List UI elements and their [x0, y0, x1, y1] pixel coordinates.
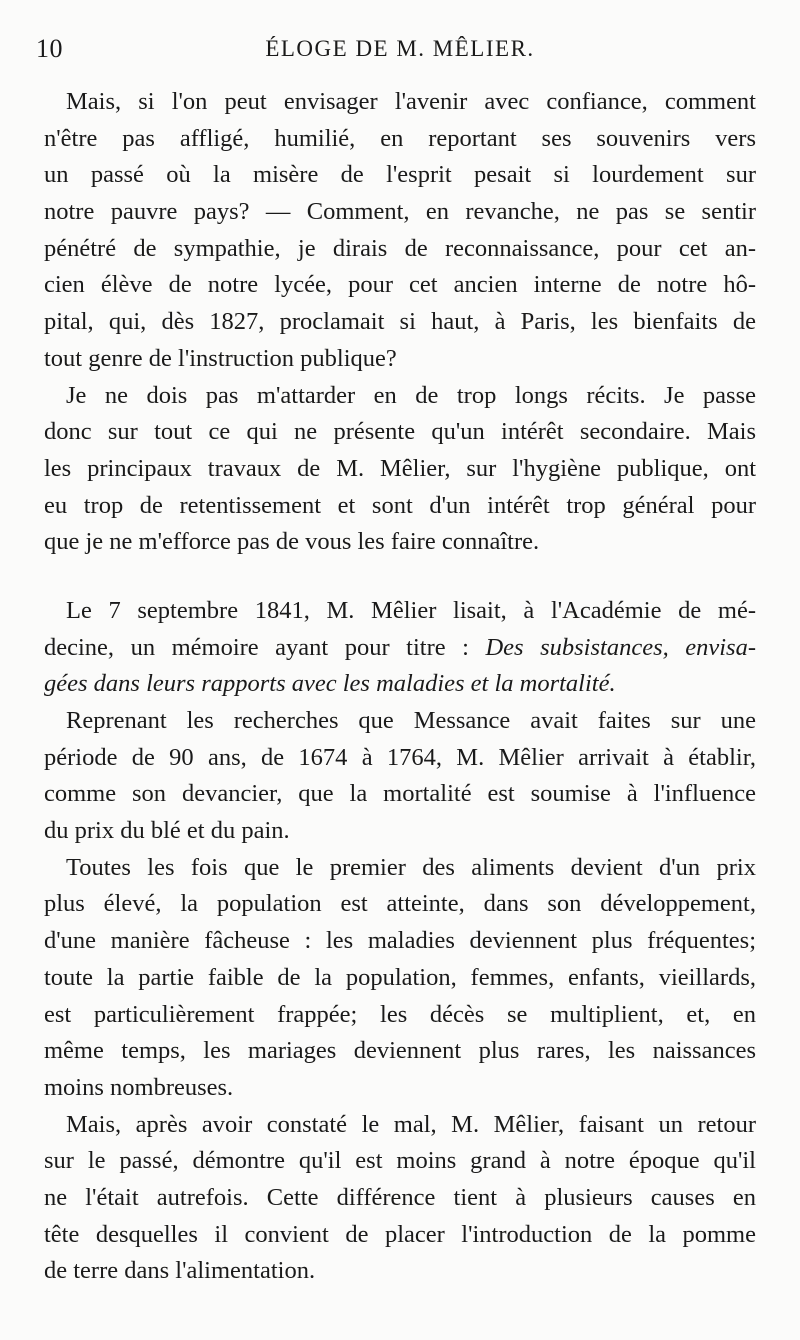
paragraph	[44, 1107, 756, 1290]
text-segment: decine, un mémoire ayant pour titre :	[44, 633, 486, 661]
text-line: moins nombreuses.	[44, 1073, 234, 1101]
body-text	[44, 84, 756, 1290]
paragraph	[44, 378, 756, 561]
text-line: Mais, après avoir constaté le mal, M. Mêlier, faisant un retour	[66, 1110, 756, 1138]
text-line: notre pauvre pays? — Comment, en revanche, ne pas se sentir	[44, 198, 756, 226]
text-line: du prix du blé et du pain.	[44, 817, 290, 845]
text-line: toute la partie faible de la population, femmes, enfants, vieillards,	[44, 963, 756, 991]
running-title: ÉLOGE DE M. MÊLIER.	[265, 36, 535, 61]
text-line: Mais, si l'on peut envisager l'avenir avec confiance, comment	[66, 88, 756, 115]
text-line: plus élevé, la population est atteinte, dans son développement,	[44, 890, 756, 918]
text-line: ne l'était autrefois. Cette différence tient à plusieurs causes en	[44, 1183, 756, 1211]
paragraph	[44, 84, 756, 378]
text-line: les principaux travaux de M. Mêlier, sur l'hygiène publique, ont	[44, 454, 756, 482]
page-number: 10	[36, 34, 63, 63]
text-line: sur le passé, démontre qu'il est moins grand à notre époque qu'il	[44, 1147, 756, 1175]
text-line: pénétré de sympathie, je dirais de reconnaissance, pour cet an-	[44, 234, 756, 262]
memoir-title-continuation: gées dans leurs rapports avec les maladies et la mortalité.	[44, 670, 616, 698]
text-line: un passé où la misère de l'esprit pesait si lourdement sur	[44, 161, 756, 189]
paragraph	[44, 703, 756, 850]
text-line: même temps, les mariages deviennent plus rares, les naissances	[44, 1037, 756, 1065]
memoir-title: Des subsistances, envisa-	[485, 633, 756, 661]
text-line: comme son devancier, que la mortalité est soumise à l'influence	[44, 780, 756, 808]
section-break	[44, 561, 756, 593]
text-line: tout genre de l'instruction publique?	[44, 344, 397, 372]
paragraph	[44, 593, 756, 703]
text-line: Je ne dois pas m'attarder en de trop longs récits. Je passe	[66, 381, 756, 409]
text-line: période de 90 ans, de 1674 à 1764, M. Mêlier arrivait à établir,	[44, 743, 756, 771]
text-line	[44, 630, 756, 667]
text-line: d'une manière fâcheuse : les maladies deviennent plus fréquentes;	[44, 927, 756, 955]
text-line: donc sur tout ce qui ne présente qu'un intérêt secondaire. Mais	[44, 418, 756, 446]
text-line: eu trop de retentissement et sont d'un intérêt trop général pour	[44, 491, 756, 519]
text-line: tête desquelles il convient de placer l'introduction de la pomme	[44, 1220, 756, 1248]
text-line: Toutes les fois que le premier des aliments devient d'un prix	[66, 853, 756, 881]
text-line: n'être pas affligé, humilié, en reportant ses souvenirs vers	[44, 124, 756, 152]
text-line: est particulièrement frappée; les décès se multiplient, et, en	[44, 1000, 756, 1028]
text-line: cien élève de notre lycée, pour cet ancien interne de notre hô-	[44, 271, 756, 299]
paragraph	[44, 850, 756, 1107]
text-line: pital, qui, dès 1827, proclamait si haut, à Paris, les bienfaits de	[44, 308, 756, 336]
text-line: que je ne m'efforce pas de vous les faire connaître.	[44, 528, 540, 556]
text-line: de terre dans l'alimentation.	[44, 1257, 316, 1285]
text-line: Reprenant les recherches que Messance avait faites sur une	[66, 707, 756, 734]
text-line: Le 7 septembre 1841, M. Mêlier lisait, à l'Académie de mé-	[66, 596, 756, 624]
